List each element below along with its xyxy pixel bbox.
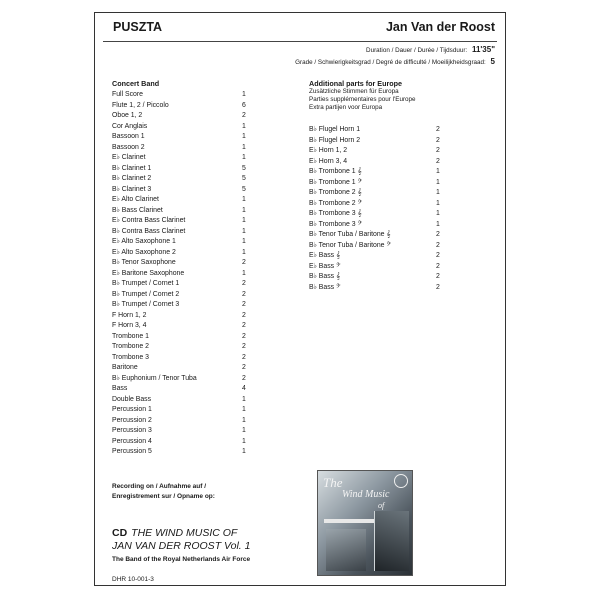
part-row [112, 300, 262, 311]
part-row [112, 101, 262, 112]
part-name: B♭ Trombone 2 𝄢 [309, 199, 362, 207]
additional-parts-list [309, 125, 459, 293]
part-name: E♭ Alto Saxophone 2 [112, 248, 176, 256]
part-name: B♭ Clarinet 3 [112, 185, 152, 193]
part-name: E♭ Alto Clarinet [112, 196, 159, 203]
part-quantity: 2 [436, 231, 440, 238]
part-quantity: 2 [242, 301, 246, 308]
part-quantity: 2 [436, 262, 440, 270]
part-name: E♭ Bass 𝄞 [309, 252, 341, 259]
grade-label: Grade / Schwierigkeitsgrad / Degré de difficulté / Moeilijkheidsgraad: [295, 59, 486, 66]
part-row [112, 185, 262, 196]
part-quantity: 1 [242, 448, 246, 455]
part-name: B♭ Trombone 2 𝄞 [309, 189, 362, 196]
part-name: Trombone 1 [112, 332, 149, 340]
part-row [309, 136, 459, 147]
part-quantity: 1 [436, 220, 440, 228]
part-row [112, 353, 262, 364]
part-name: B♭ Trombone 1 𝄞 [309, 168, 362, 175]
cover-banner [324, 519, 380, 523]
part-quantity: 5 [242, 164, 246, 172]
part-name: B♭ Tenor Saxophone [112, 259, 176, 266]
part-name: Cor Anglais [112, 122, 148, 130]
header-divider [103, 41, 497, 42]
part-quantity: 2 [242, 343, 246, 350]
part-quantity: 1 [242, 154, 246, 161]
part-quantity: 2 [242, 112, 246, 119]
part-name: F Horn 1, 2 [112, 311, 147, 319]
part-quantity: 1 [242, 395, 246, 403]
part-row [112, 279, 262, 290]
part-quantity: 2 [436, 147, 440, 154]
cover-word-of: of [378, 501, 385, 510]
performer-name: The Band of the Royal Netherlands Air Force [112, 556, 251, 563]
part-quantity: 2 [242, 311, 246, 319]
part-quantity: 1 [436, 178, 440, 186]
part-row [112, 395, 262, 406]
cover-photo-right [374, 511, 409, 571]
part-name: B♭ Trumpet / Cornet 3 [112, 301, 180, 308]
cd-title-line2: JAN VAN DER ROOST Vol. 1 [112, 540, 251, 552]
concert-band-parts-list [112, 90, 262, 458]
part-name: B♭ Bass 𝄢 [309, 283, 341, 291]
duration-label: Duration / Dauer / Durée / Tijdsduur: [366, 47, 468, 54]
part-quantity: 2 [242, 353, 246, 361]
part-name: B♭ Bass Clarinet [112, 206, 163, 214]
part-row [309, 272, 459, 283]
part-quantity: 1 [242, 427, 246, 434]
part-quantity: 1 [242, 196, 246, 203]
part-name: E♭ Contra Bass Clarinet [112, 217, 186, 224]
part-row [112, 153, 262, 164]
part-quantity: 2 [436, 252, 440, 259]
part-row [112, 122, 262, 133]
part-row [309, 262, 459, 273]
cover-photo-left [326, 529, 366, 571]
part-row [112, 216, 262, 227]
part-name: F Horn 3, 4 [112, 322, 147, 329]
part-quantity: 2 [436, 126, 440, 133]
part-row [309, 220, 459, 231]
part-quantity: 2 [242, 280, 246, 287]
part-row [112, 426, 262, 437]
part-quantity: 2 [242, 332, 246, 340]
part-row [112, 206, 262, 217]
part-name: B♭ Contra Bass Clarinet [112, 227, 186, 235]
part-row [112, 227, 262, 238]
part-quantity: 2 [436, 283, 440, 291]
part-row [112, 258, 262, 269]
part-name: E♭ Bass 𝄢 [309, 262, 341, 270]
part-quantity: 2 [436, 273, 440, 280]
part-name: B♭ Trombone 3 𝄢 [309, 220, 362, 228]
part-row [309, 283, 459, 294]
part-row [112, 321, 262, 332]
part-quantity: 1 [436, 189, 440, 196]
part-name: B♭ Trumpet / Cornet 2 [112, 290, 180, 298]
part-name: Full Score [112, 91, 144, 98]
concert-band-heading: Concert Band [112, 79, 160, 88]
part-quantity: 5 [242, 185, 246, 193]
part-quantity: 4 [242, 385, 246, 392]
part-row [112, 195, 262, 206]
part-name: Flute 1, 2 / Piccolo [112, 101, 169, 109]
part-row [112, 174, 262, 185]
cover-word-wind-music: Wind Music [342, 489, 390, 500]
part-row [112, 90, 262, 101]
additional-parts-subtitle-fr: Parties supplémentaires pour l'Europe [309, 96, 416, 103]
part-name: B♭ Flugel Horn 1 [309, 126, 361, 133]
part-quantity: 1 [242, 269, 246, 277]
part-row [112, 416, 262, 427]
parts-list-page [94, 12, 506, 586]
part-row [309, 199, 459, 210]
part-quantity: 6 [242, 101, 246, 109]
part-name: Baritone [112, 364, 138, 371]
label-logo-icon [394, 474, 408, 488]
part-row [112, 248, 262, 259]
part-row [112, 437, 262, 448]
part-name: B♭ Trombone 3 𝄞 [309, 210, 362, 217]
cd-title-line1: THE WIND MUSIC OF [131, 527, 238, 539]
part-name: E♭ Horn 3, 4 [309, 157, 348, 165]
part-quantity: 1 [242, 217, 246, 224]
part-row [309, 251, 459, 262]
part-quantity: 1 [436, 199, 440, 207]
part-row [309, 230, 459, 241]
part-row [309, 167, 459, 178]
part-name: B♭ Euphonium / Tenor Tuba [112, 374, 197, 382]
part-name: Percussion 5 [112, 448, 152, 455]
part-name: Bassoon 1 [112, 133, 145, 140]
part-row [112, 374, 262, 385]
part-name: B♭ Bass 𝄞 [309, 273, 341, 280]
part-row [112, 111, 262, 122]
cd-cover-image [317, 470, 413, 576]
part-quantity: 1 [242, 133, 246, 140]
part-quantity: 2 [242, 290, 246, 298]
part-name: B♭ Trombone 1 𝄢 [309, 178, 362, 186]
part-quantity: 1 [242, 437, 246, 445]
part-name: Percussion 4 [112, 437, 152, 445]
part-quantity: 1 [436, 168, 440, 175]
part-quantity: 1 [242, 416, 246, 424]
part-row [309, 178, 459, 189]
part-row [112, 143, 262, 154]
part-name: Oboe 1, 2 [112, 112, 143, 119]
part-name: E♭ Clarinet [112, 154, 146, 161]
catalog-number: DHR 10-001-3 [112, 576, 154, 583]
part-name: E♭ Baritone Saxophone [112, 269, 185, 277]
part-row [309, 209, 459, 220]
part-quantity: 2 [242, 374, 246, 382]
part-row [112, 164, 262, 175]
part-row [112, 132, 262, 143]
part-name: Percussion 1 [112, 406, 152, 413]
part-name: B♭ Trumpet / Cornet 1 [112, 280, 180, 287]
part-name: Trombone 2 [112, 343, 149, 350]
part-row [112, 384, 262, 395]
part-row [112, 269, 262, 280]
composer-name: Jan Van der Roost [385, 20, 495, 34]
part-name: Double Bass [112, 395, 152, 403]
part-quantity: 2 [242, 259, 246, 266]
part-name: E♭ Horn 1, 2 [309, 147, 348, 154]
part-quantity: 1 [242, 227, 246, 235]
part-row [309, 146, 459, 157]
part-quantity: 2 [242, 322, 246, 329]
part-name: B♭ Tenor Tuba / Baritone 𝄢 [309, 241, 391, 249]
part-row [112, 405, 262, 416]
duration-line [366, 45, 495, 54]
part-quantity: 1 [242, 406, 246, 413]
part-quantity: 2 [242, 364, 246, 371]
part-quantity: 5 [242, 175, 246, 182]
part-name: E♭ Alto Saxophone 1 [112, 238, 176, 245]
part-row [112, 447, 262, 458]
part-name: Trombone 3 [112, 353, 149, 361]
part-quantity: 2 [436, 136, 440, 144]
part-name: Percussion 2 [112, 416, 152, 424]
part-row [112, 342, 262, 353]
additional-parts-subtitle-de: Zusätzliche Stimmen für Europa [309, 88, 399, 95]
part-row [112, 363, 262, 374]
cd-title [112, 527, 250, 553]
part-quantity: 1 [436, 210, 440, 217]
part-name: B♭ Clarinet 2 [112, 175, 152, 182]
part-row [309, 157, 459, 168]
part-name: Bassoon 2 [112, 143, 145, 151]
part-row [309, 125, 459, 136]
part-quantity: 1 [242, 91, 246, 98]
part-quantity: 1 [242, 238, 246, 245]
additional-parts-subtitle-nl: Extra partijen voor Europa [309, 104, 383, 111]
part-row [112, 290, 262, 301]
part-quantity: 1 [242, 122, 246, 130]
part-row [112, 237, 262, 248]
grade-value: 5 [490, 57, 495, 66]
grade-line [295, 57, 495, 66]
part-row [309, 188, 459, 199]
part-quantity: 1 [242, 206, 246, 214]
part-name: B♭ Clarinet 1 [112, 164, 152, 172]
part-quantity: 2 [436, 241, 440, 249]
part-row [112, 332, 262, 343]
recording-label-line1: Recording on / Aufnahme auf / [112, 483, 207, 490]
part-name: B♭ Tenor Tuba / Baritone 𝄞 [309, 231, 391, 238]
part-quantity: 1 [242, 248, 246, 256]
recording-label-line2: Enregistrement sur / Opname op: [112, 493, 215, 500]
part-name: B♭ Flugel Horn 2 [309, 136, 361, 144]
additional-parts-heading: Additional parts for Europe [309, 79, 403, 88]
part-row [309, 241, 459, 252]
cd-mark: CD [112, 527, 128, 539]
part-name: Percussion 3 [112, 427, 152, 434]
part-name: Bass [112, 385, 128, 392]
duration-value: 11'35" [471, 45, 495, 54]
cover-word-the: The [323, 475, 343, 490]
part-quantity: 2 [436, 157, 440, 165]
piece-title: PUSZTA [113, 20, 163, 34]
part-row [112, 311, 262, 322]
part-quantity: 1 [242, 143, 246, 151]
